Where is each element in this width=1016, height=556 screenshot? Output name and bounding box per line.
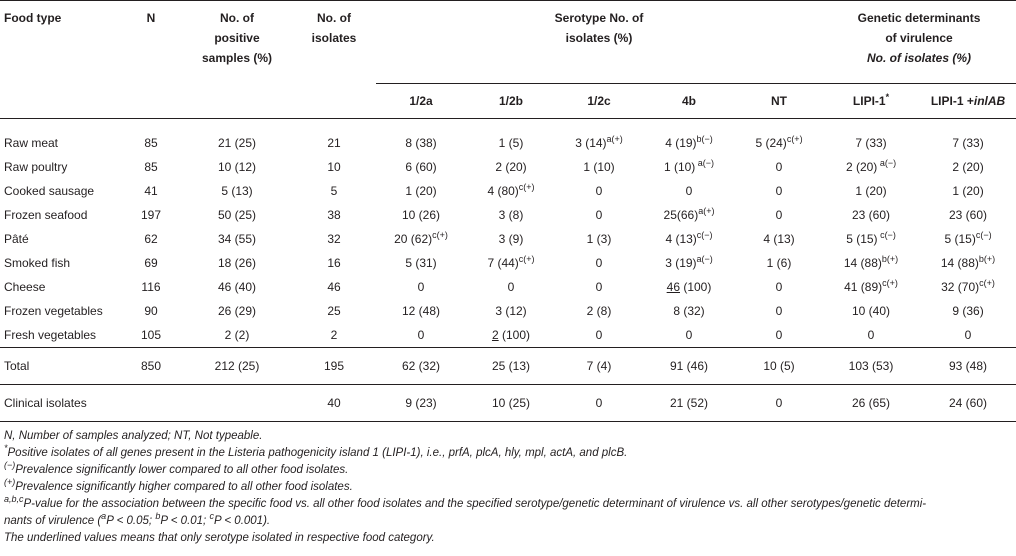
header-4b: 4b bbox=[681, 94, 696, 108]
cell-s4b: 0 bbox=[685, 328, 693, 342]
footnotes bbox=[4, 428, 1010, 547]
header-nt: NT bbox=[771, 94, 787, 108]
cell-n: 62 bbox=[144, 232, 158, 246]
cell-s4b: 46 (100) bbox=[666, 280, 712, 294]
cell-food: Smoked fish bbox=[4, 256, 71, 270]
cell-s4b: 4 $(19)^{b(-)}$ bbox=[665, 134, 713, 150]
cell-n: 850 bbox=[120, 348, 182, 385]
cell-snt: 5 $(24)^{c(+)}$ bbox=[755, 134, 803, 150]
table-row bbox=[0, 323, 1016, 348]
cell-s12b: 0 bbox=[507, 280, 515, 294]
header-genetic-group: Genetic determinants of virulence No. of isolates (%) bbox=[822, 1, 1016, 84]
cell-iso: 21 bbox=[327, 136, 341, 150]
cell-snt: 0 bbox=[775, 280, 783, 294]
header-isolates: No. of isolates bbox=[311, 11, 357, 45]
cell-s12b: 3 (12) bbox=[495, 304, 527, 318]
cell-s12b: 10 (25) bbox=[466, 385, 556, 422]
cell-s12c: 2 (8) bbox=[586, 304, 612, 318]
footnote-lipi: *Positive isolates of all genes present in the Listeria pathogenicity island 1 (LIPI-1), i.e., prfA, plcA, hly, mpl, actA, and plcB. bbox=[4, 443, 628, 459]
cell-s12a: 1 (20) bbox=[405, 184, 437, 198]
cell-s4b: 1 (10) $^{a(-)}$ bbox=[663, 158, 715, 174]
cell-s12a: 10 (26) bbox=[401, 208, 441, 222]
cell-snt: 0 bbox=[775, 328, 783, 342]
cell-pos: 50 (25) bbox=[217, 208, 257, 222]
header-lipi1: LIPI-1* bbox=[852, 92, 890, 108]
cell-food: Clinical isolates bbox=[0, 385, 120, 422]
table-row bbox=[0, 251, 1016, 275]
cell-s12a: 8 (38) bbox=[405, 136, 437, 150]
cell-s12c: 1 (3) bbox=[586, 232, 612, 246]
cell-iso: 2 bbox=[330, 328, 338, 342]
cell-lipi: 41 $(89)^{c(+)}$ bbox=[844, 278, 898, 294]
cell-s12c: 3 $(14)^{a(+)}$ bbox=[575, 134, 623, 150]
cell-s12c: 7 (4) bbox=[556, 348, 642, 385]
cell-lipiinl: 7 (33) bbox=[952, 136, 984, 150]
cell-lipiinl: 32 $(70)^{c(+)}$ bbox=[941, 278, 995, 294]
cell-s12a: 12 (48) bbox=[401, 304, 441, 318]
cell-lipi: 7 (33) bbox=[855, 136, 887, 150]
cell-s12b: 2 (20) bbox=[495, 160, 527, 174]
cell-lipi: 1 (20) bbox=[855, 184, 887, 198]
cell-s12a: 5 (31) bbox=[405, 256, 437, 270]
table-row bbox=[0, 179, 1016, 203]
header-serotype-group: Serotype No. of isolates (%) bbox=[376, 1, 822, 84]
cell-s12a: 20 $(62)^{c(+)}$ bbox=[394, 230, 448, 246]
cell-lipiinl: 24 (60) bbox=[920, 385, 1016, 422]
cell-food: Pâté bbox=[4, 232, 29, 246]
header-food-type: Food type bbox=[4, 11, 62, 25]
cell-iso: 46 bbox=[327, 280, 341, 294]
header-1-2b: 1/2b bbox=[498, 94, 523, 108]
footnote-underline: The underlined values means that only serotype isolated in respective food category. bbox=[4, 532, 435, 544]
table-row bbox=[0, 155, 1016, 179]
cell-iso: 40 bbox=[292, 385, 376, 422]
cell-pos: 5 (13) bbox=[221, 184, 253, 198]
footnote-lower: (−)Prevalence significantly lower compared to all other food isolates. bbox=[4, 460, 349, 476]
header-1-2c: 1/2c bbox=[587, 94, 611, 108]
table-row bbox=[0, 275, 1016, 299]
cell-n: 105 bbox=[140, 328, 162, 342]
cell-food: Cooked sausage bbox=[4, 184, 95, 198]
cell-n: 85 bbox=[144, 136, 158, 150]
cell-s12a: 6 (60) bbox=[405, 160, 437, 174]
cell-lipiinl: 9 (36) bbox=[952, 304, 984, 318]
cell-lipiinl: 23 (60) bbox=[949, 208, 988, 222]
cell-pos: 46 (40) bbox=[217, 280, 257, 294]
table-row bbox=[0, 348, 1016, 385]
cell-n: 69 bbox=[144, 256, 158, 270]
cell-s4b: 8 (32) bbox=[673, 304, 705, 318]
cell-s12b: 3 (8) bbox=[498, 208, 524, 222]
table-body bbox=[0, 119, 1016, 422]
cell-s4b: 4 $(13)^{c(-)}$ bbox=[665, 230, 713, 246]
cell-s12c: 1 (10) bbox=[583, 160, 615, 174]
cell-n: 116 bbox=[141, 280, 161, 294]
cell-food: Total bbox=[0, 348, 120, 385]
header-positive-samples: No. of positive samples (%) bbox=[201, 11, 273, 65]
cell-lipi: 10 (40) bbox=[852, 304, 891, 318]
cell-s12c: 0 bbox=[595, 280, 603, 294]
cell-s4b: 91 (46) bbox=[642, 348, 736, 385]
cell-lipi: 0 bbox=[867, 328, 875, 342]
cell-iso: 16 bbox=[327, 256, 341, 270]
cell-snt: 4 (13) bbox=[763, 232, 795, 246]
footnote-pvalue: $^{a,b,c}$P-value for the association between the specific food vs. all other food isolates and the specified serotype/genetic determinant of virulence vs. all other serotypes/genetic determi- bbox=[4, 494, 927, 510]
cell-snt: 0 bbox=[775, 184, 783, 198]
cell-s12b: 25 (13) bbox=[466, 348, 556, 385]
cell-n: 85 bbox=[144, 160, 158, 174]
cell-food: Fresh vegetables bbox=[4, 328, 97, 342]
cell-lipi: 23 (60) bbox=[852, 208, 891, 222]
cell-lipi: 5 (15) $^{c(-)}$ bbox=[846, 230, 896, 246]
cell-s12a: 0 bbox=[417, 280, 425, 294]
cell-lipiinl: 5 $(15)^{c(-)}$ bbox=[944, 230, 992, 246]
footnote-pvalue-cont: nants of virulence ($^a$P < 0.05; $^b$P < 0.01; $^c$P < 0.001). bbox=[4, 511, 271, 527]
cell-snt: 0 bbox=[736, 385, 822, 422]
table-row bbox=[0, 299, 1016, 323]
cell-n: 197 bbox=[140, 208, 162, 222]
cell-lipi: 2 (20) $^{a(-)}$ bbox=[845, 158, 897, 174]
cell-pos: 21 (25) bbox=[217, 136, 257, 150]
cell-pos: 34 (55) bbox=[217, 232, 257, 246]
table-row bbox=[0, 227, 1016, 251]
cell-snt: 1 (6) bbox=[766, 256, 792, 270]
header-lipi1-inlab: LIPI-1 +inlAB bbox=[930, 94, 1006, 108]
cell-iso: 32 bbox=[327, 232, 341, 246]
cell-iso: 38 bbox=[327, 208, 341, 222]
cell-s12b: 7 $(44)^{c(+)}$ bbox=[487, 254, 535, 270]
cell-snt: 0 bbox=[775, 208, 783, 222]
cell-lipiinl: 2 (20) bbox=[952, 160, 984, 174]
cell-s12b: 4 $(80)^{c(+)}$ bbox=[487, 182, 535, 198]
cell-s4b: 3 $(19)^{a(-)}$ bbox=[665, 254, 713, 270]
cell-s12a: 9 (23) bbox=[376, 385, 466, 422]
table-row bbox=[0, 131, 1016, 155]
cell-lipiinl: 14 $(88)^{b(+)}$ bbox=[940, 254, 996, 270]
cell-s12b: 1 (5) bbox=[498, 136, 524, 150]
cell-snt: 0 bbox=[775, 160, 783, 174]
cell-lipiinl: 0 bbox=[964, 328, 972, 342]
header-1-2a: 1/2a bbox=[409, 94, 433, 108]
cell-s12a: 62 (32) bbox=[376, 348, 466, 385]
cell-n: 41 bbox=[144, 184, 158, 198]
cell-n bbox=[120, 385, 182, 422]
cell-s4b: $25(66)^{a(+)}$ bbox=[663, 206, 715, 222]
cell-s12c: 0 bbox=[556, 385, 642, 422]
cell-lipiinl: 1 (20) bbox=[952, 184, 984, 198]
cell-iso: 25 bbox=[327, 304, 341, 318]
cell-lipi: 26 (65) bbox=[822, 385, 920, 422]
table-row bbox=[0, 203, 1016, 227]
cell-s12c: 0 bbox=[595, 208, 603, 222]
cell-iso: 5 bbox=[330, 184, 338, 198]
cell-pos: 2 (2) bbox=[224, 328, 250, 342]
cell-food: Frozen seafood bbox=[4, 208, 88, 222]
cell-s12b: 3 (9) bbox=[498, 232, 524, 246]
cell-iso: 10 bbox=[327, 160, 341, 174]
cell-pos: 212 (25) bbox=[182, 348, 292, 385]
cell-s12c: 0 bbox=[595, 256, 603, 270]
cell-iso: 195 bbox=[292, 348, 376, 385]
cell-lipi: 14 $(88)^{b(+)}$ bbox=[843, 254, 899, 270]
cell-s4b: 0 bbox=[685, 184, 693, 198]
cell-snt: 10 (5) bbox=[736, 348, 822, 385]
footnote-higher: (+)Prevalence significantly higher compared to all other food isolates. bbox=[4, 477, 353, 493]
cell-s12c: 0 bbox=[595, 184, 603, 198]
cell-food: Cheese bbox=[4, 280, 46, 294]
cell-n: 90 bbox=[144, 304, 158, 318]
cell-lipiinl: 93 (48) bbox=[920, 348, 1016, 385]
cell-s12c: 0 bbox=[595, 328, 603, 342]
cell-pos bbox=[182, 385, 292, 422]
cell-s4b: 21 (52) bbox=[642, 385, 736, 422]
table-row bbox=[0, 385, 1016, 422]
cell-pos: 10 (12) bbox=[217, 160, 257, 174]
header-n: N bbox=[146, 11, 156, 25]
cell-snt: 0 bbox=[775, 304, 783, 318]
cell-food: Raw meat bbox=[4, 136, 59, 150]
cell-lipi: 103 (53) bbox=[822, 348, 920, 385]
footnote-abbrev: N, Number of samples analyzed; NT, Not typeable. bbox=[4, 430, 263, 442]
cell-pos: 18 (26) bbox=[217, 256, 257, 270]
cell-pos: 26 (29) bbox=[217, 304, 257, 318]
cell-food: Frozen vegetables bbox=[4, 304, 103, 318]
cell-s12a: 0 bbox=[417, 328, 425, 342]
cell-food: Raw poultry bbox=[4, 160, 68, 174]
cell-s12b: 2 (100) bbox=[491, 328, 531, 342]
